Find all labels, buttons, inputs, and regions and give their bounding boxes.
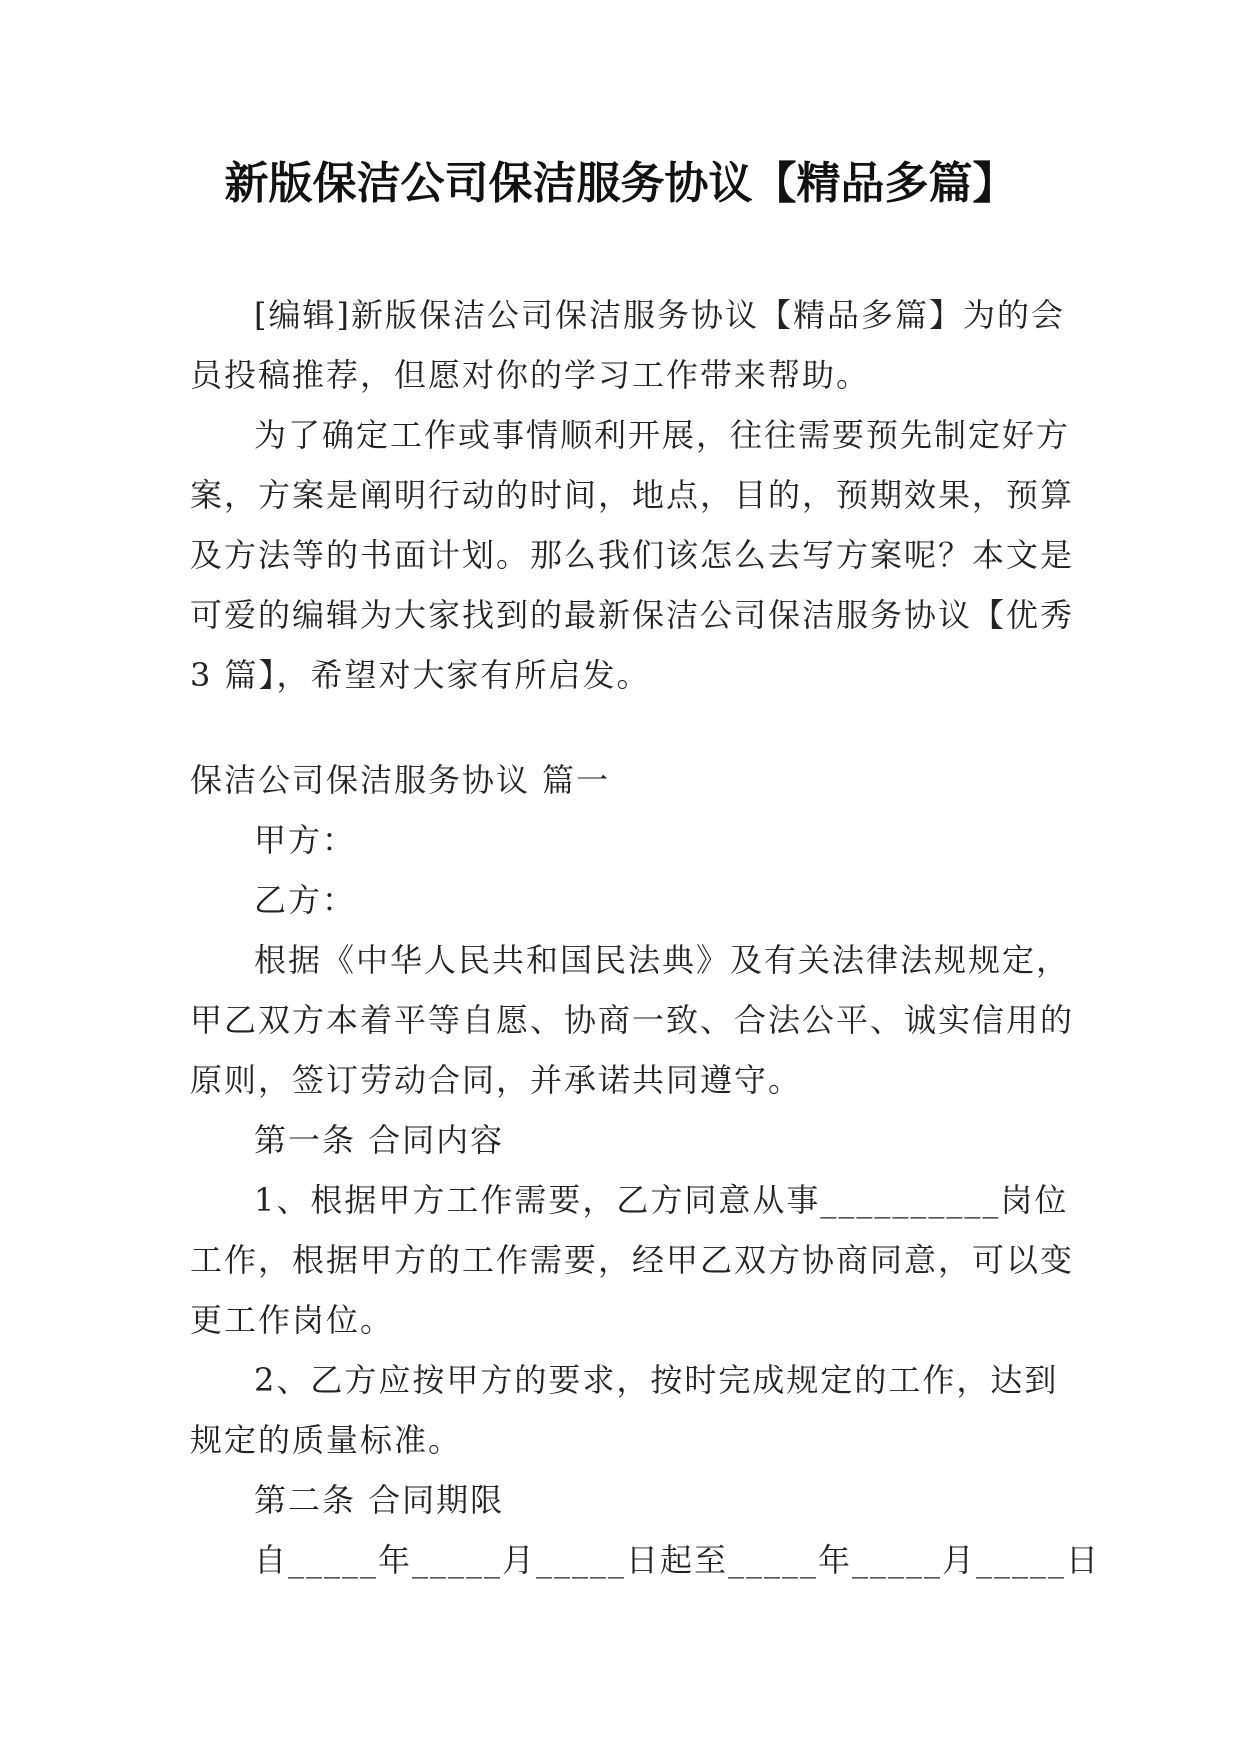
text-line: 工作，根据甲方的工作需要，经甲乙双方协商同意，可以变 xyxy=(190,1241,1075,1279)
intro-paragraph-2 xyxy=(190,405,1075,705)
text-line: 自_____年_____月_____日起至_____年_____月_____日 xyxy=(254,1541,1101,1579)
text-line: 根据《中华人民共和国民法典》及有关法律法规规定， xyxy=(254,941,1071,979)
text-line: 2、乙方应按甲方的要求，按时完成规定的工作，达到 xyxy=(254,1361,1059,1399)
text-line: 规定的质量标准。 xyxy=(190,1421,463,1459)
text-line: 更工作岗位。 xyxy=(190,1301,395,1339)
article-1-heading xyxy=(190,1110,1054,1170)
party-a-label: 甲方： xyxy=(254,821,357,859)
section-heading-text: 保洁公司保洁服务协议 篇一 xyxy=(190,761,611,799)
term-paragraph xyxy=(190,1530,1101,1590)
party-b xyxy=(190,870,1054,930)
intro-paragraph-1 xyxy=(190,285,1065,405)
text-line: 及方法等的书面计划。那么我们该怎么去写方案呢？本文是 xyxy=(190,536,1075,574)
article-heading-text: 第二条 合同期限 xyxy=(254,1481,505,1519)
text-line: 可爱的编辑为大家找到的最新保洁公司保洁服务协议【优秀 xyxy=(190,596,1075,634)
basis-paragraph xyxy=(190,930,1075,1110)
document-title: 新版保洁公司保洁服务协议【精品多篇】 xyxy=(224,158,1017,209)
article-heading-text: 第一条 合同内容 xyxy=(254,1121,505,1159)
text-line: [编辑]新版保洁公司保洁服务协议【精品多篇】为的会 xyxy=(254,296,1065,334)
article-2-heading xyxy=(190,1470,1054,1530)
text-line: 员投稿推荐，但愿对你的学习工作带来帮助。 xyxy=(190,356,871,394)
party-b-label: 乙方： xyxy=(254,881,357,919)
text-line: 3 篇】，希望对大家有所启发。 xyxy=(190,656,651,694)
text-line: 1、根据甲方工作需要，乙方同意从事__________岗位 xyxy=(254,1181,1069,1219)
item-2-paragraph xyxy=(190,1350,1059,1470)
text-line: 原则，签订劳动合同，并承诺共同遵守。 xyxy=(190,1061,803,1099)
item-1-paragraph xyxy=(190,1170,1075,1350)
text-line: 案，方案是阐明行动的时间，地点，目的，预期效果，预算 xyxy=(190,476,1075,514)
text-line: 甲乙双方本着平等自愿、协商一致、合法公平、诚实信用的 xyxy=(190,1001,1075,1039)
section-heading xyxy=(190,750,1054,810)
party-a xyxy=(190,810,1054,870)
text-line: 为了确定工作或事情顺利开展，往往需要预先制定好方 xyxy=(254,416,1071,454)
